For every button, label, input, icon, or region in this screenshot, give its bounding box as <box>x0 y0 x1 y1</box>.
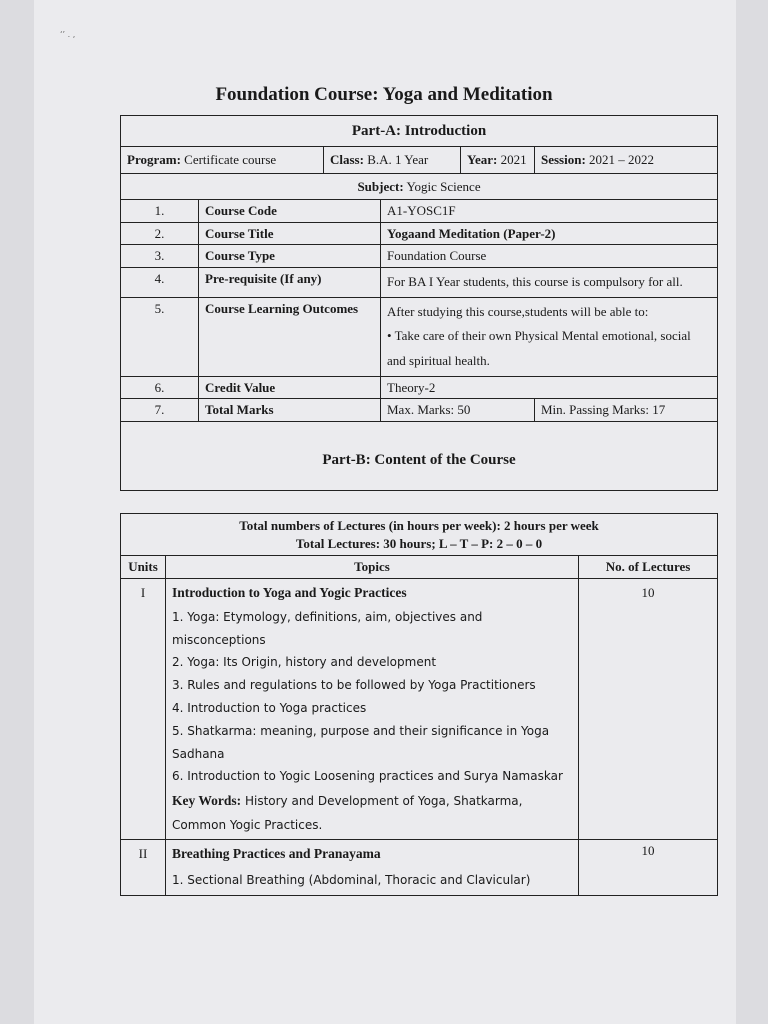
session-value: 2021 – 2022 <box>589 152 655 168</box>
units-header: Units <box>121 556 166 579</box>
class-label: Class: <box>330 152 364 168</box>
row-value: Foundation Course <box>381 245 718 268</box>
part-a-heading: Part-A: Introduction <box>121 116 718 147</box>
table-row <box>121 297 718 376</box>
unit-row <box>121 578 718 839</box>
table-row <box>121 245 718 268</box>
row-label: Course Title <box>199 222 381 245</box>
row-value: For BA I Year students, this course is compulsory for all. <box>381 267 718 297</box>
topic-list <box>172 869 572 892</box>
list-item: 1. Yoga: Etymology, definitions, aim, objectives and misconceptions <box>172 609 483 647</box>
class-value: B.A. 1 Year <box>367 152 429 168</box>
document-title: Foundation Course: Yoga and Meditation <box>215 84 553 105</box>
part-a-table <box>120 115 718 491</box>
unit-number: I <box>121 578 166 839</box>
row-number: 4. <box>121 267 199 297</box>
unit-topics <box>166 578 579 839</box>
subject-label: Subject: <box>357 178 404 194</box>
session-cell <box>535 147 718 174</box>
subject-value: Yogic Science <box>406 178 481 194</box>
row-label: Course Type <box>199 245 381 268</box>
table-row <box>121 200 718 223</box>
topics-header: Topics <box>166 556 579 579</box>
unit-title: Breathing Practices and Pranayama <box>172 845 381 861</box>
unit-number: II <box>121 839 166 895</box>
row-label: Course Code <box>199 200 381 223</box>
table-row <box>121 267 718 297</box>
row-label: Total Marks <box>199 399 381 422</box>
program-row <box>121 147 718 174</box>
row-number: 2. <box>121 222 199 245</box>
max-marks-value: Max. Marks: 50 <box>381 399 535 422</box>
year-value: 2021 <box>500 152 527 168</box>
row-label: Credit Value <box>199 376 381 399</box>
unit-row <box>121 839 718 895</box>
row-value: Yogaand Meditation (Paper-2) <box>381 222 718 245</box>
scan-artifact: ‘’ . , <box>60 30 76 39</box>
row-value: Theory-2 <box>381 376 718 399</box>
part-b-heading: Part-B: Content of the Course <box>121 421 718 490</box>
keywords-label: Key Words: <box>172 793 242 809</box>
table-row <box>121 399 718 422</box>
keywords <box>172 788 572 836</box>
program-value: Certificate course <box>184 152 277 168</box>
row-number: 3. <box>121 245 199 268</box>
row-value: A1-YOSC1F <box>381 200 718 223</box>
lectures-header: No. of Lectures <box>579 556 718 579</box>
lectures-per-week: Total numbers of Lectures (in hours per week): 2 hours per week <box>239 518 599 533</box>
row-number: 1. <box>121 200 199 223</box>
unit-topics <box>166 839 579 895</box>
min-marks-value: Min. Passing Marks: 17 <box>535 399 718 422</box>
row-number: 7. <box>121 399 199 422</box>
subject-cell <box>121 173 718 200</box>
row-number: 5. <box>121 297 199 376</box>
topic-list <box>172 606 572 837</box>
part-b-table <box>120 513 718 896</box>
total-lectures: Total Lectures: 30 hours; L – T – P: 2 – 0 – 0 <box>295 535 543 551</box>
row-value-cell <box>381 297 718 376</box>
outcome-bullet: • Take care of their own Physical Mental emotional, social and spiritual health. <box>387 328 691 369</box>
session-label: Session: <box>541 152 586 168</box>
row-number: 6. <box>121 376 199 399</box>
list-item: 3. Rules and regulations to be followed by Yoga Practitioners <box>172 678 536 693</box>
program-label: Program: <box>127 152 181 168</box>
year-label: Year: <box>467 152 498 168</box>
list-item: 2. Yoga: Its Origin, history and development <box>172 655 437 670</box>
table-row <box>121 376 718 399</box>
lectures-summary <box>121 514 718 556</box>
list-item: 4. Introduction to Yoga practices <box>172 701 367 716</box>
unit-title: Introduction to Yoga and Yogic Practices <box>172 584 407 600</box>
table-row <box>121 222 718 245</box>
row-label: Course Learning Outcomes <box>199 297 381 376</box>
list-item: 6. Introduction to Yogic Loosening practices and Surya Namaskar <box>172 769 563 784</box>
column-header-row <box>121 556 718 579</box>
keywords-text: History and Development of Yoga, Shatkarma, Common Yogic Practices. <box>172 794 523 832</box>
unit-lectures: 10 <box>579 578 718 839</box>
list-item: 1. Sectional Breathing (Abdominal, Thoracic and Clavicular) <box>172 872 531 887</box>
program-cell <box>121 147 324 174</box>
class-cell <box>324 147 461 174</box>
year-cell <box>461 147 535 174</box>
list-item: 5. Shatkarma: meaning, purpose and their significance in Yoga Sadhana <box>172 723 550 761</box>
row-label: Pre-requisite (If any) <box>199 267 381 297</box>
outcome-intro: After studying this course,students will be able to: <box>387 303 649 319</box>
unit-lectures: 10 <box>579 839 718 895</box>
